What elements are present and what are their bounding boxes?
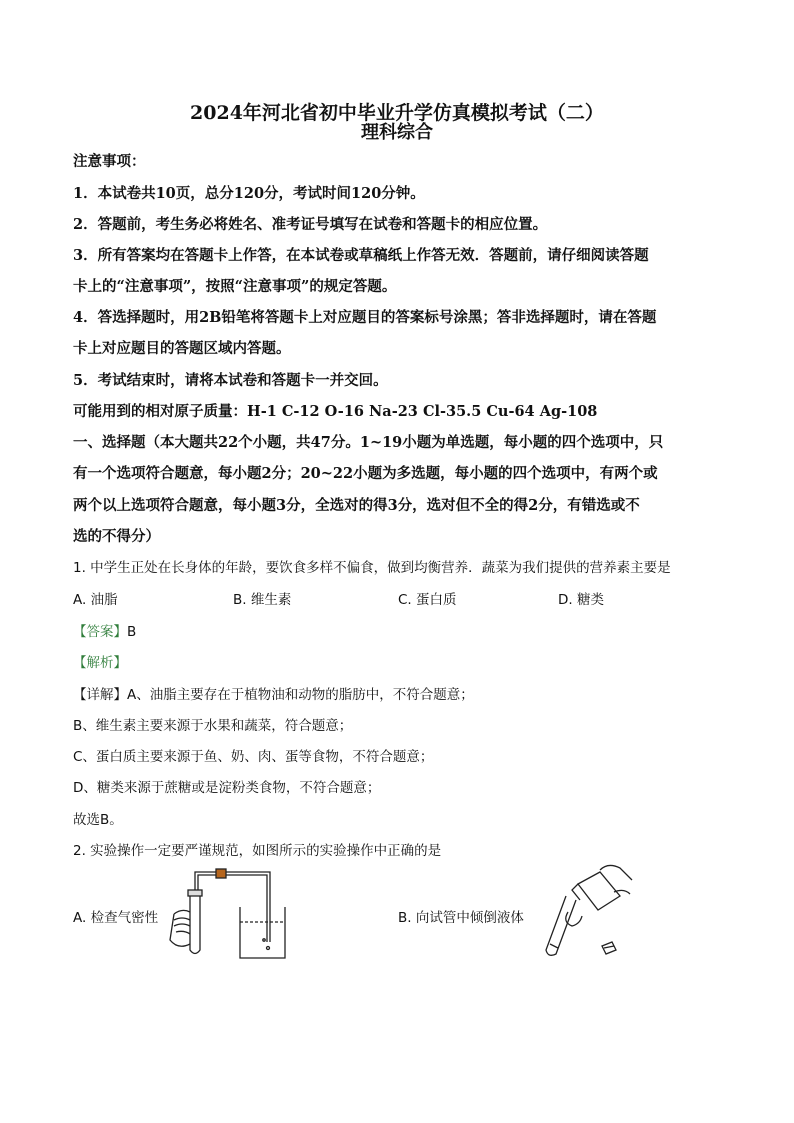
- detail-tag: 【详解】: [73, 687, 127, 703]
- notice-item: 4．答选择题时，用2B铅笔将答题卡上对应题目的答案标号涂黑；答非选择题时，请在答题: [73, 309, 657, 326]
- page-subtitle: 理科综合: [361, 122, 433, 143]
- question-2-stem: 2. 实验操作一定要严谨规范，如图所示的实验操作中正确的是: [73, 843, 442, 859]
- section-instructions: 选的不得分）: [73, 528, 160, 545]
- q1-answer: [73, 620, 136, 640]
- notice-item: 卡上对应题目的答题区域内答题。: [73, 340, 291, 357]
- detail-line: [73, 683, 474, 703]
- question-1-stem: 1. 中学生正处在长身体的年龄，要饮食多样不偏食，做到均衡营养．蔬菜为我们提供的营养素主要是: [73, 560, 671, 576]
- notice-heading: 注意事项：: [73, 153, 146, 170]
- detail-line: B、维生素主要来源于水果和蔬菜，符合题意；: [73, 718, 353, 734]
- q2-option-b: B. 向试管中倾倒液体: [398, 910, 524, 926]
- section-instructions: 一、选择题（本大题共22个小题，共47分。1~19小题为单选题，每小题的四个选项中，只: [73, 434, 664, 451]
- notice-item: 卡上的“注意事项”，按照“注意事项”的规定答题。: [73, 278, 397, 295]
- notice-item: 2．答题前，考生务必将姓名、准考证号填写在试卷和答题卡的相应位置。: [73, 216, 548, 233]
- pouring-liquid-figure: [528, 862, 638, 962]
- q1-option-d: D. 糖类: [558, 592, 604, 608]
- q1-option-a: A. 油脂: [73, 592, 118, 608]
- analysis-tag: 【解析】: [73, 655, 127, 671]
- answer-tag: 【答案】: [73, 624, 127, 640]
- q1-option-c: C. 蛋白质: [398, 592, 457, 608]
- atomic-masses: 可能用到的相对原子质量：H-1 C-12 O-16 Na-23 Cl-35.5 Cu-64 Ag-108: [73, 403, 598, 420]
- detail-line: D、糖类来源于蔗糖或是淀粉类食物，不符合题意；: [73, 780, 381, 796]
- page-title: 2024年河北省初中毕业升学仿真模拟考试（二）: [190, 102, 604, 124]
- detail-line: C、蛋白质主要来源于鱼、奶、肉、蛋等食物，不符合题意；: [73, 749, 434, 765]
- q2-option-a: A. 检查气密性: [73, 910, 159, 926]
- detail-text: A、油脂主要存在于植物油和动物的脂肪中，不符合题意；: [127, 687, 474, 703]
- section-instructions: 两个以上选项符合题意，每小题3分，全选对的得3分，选对但不全的得2分，有错选或不: [73, 497, 640, 514]
- section-instructions: 有一个选项符合题意，每小题2分；20~22小题为多选题，每小题的四个选项中，有两个或: [73, 465, 658, 482]
- answer-value: B: [127, 624, 137, 640]
- notice-item: 5．考试结束时，请将本试卷和答题卡一并交回。: [73, 372, 388, 389]
- airtightness-apparatus-figure: [160, 862, 290, 962]
- detail-line: 故选B。: [73, 812, 123, 828]
- notice-item: 1．本试卷共10页，总分120分，考试时间120分钟。: [73, 185, 425, 202]
- q1-option-b: B. 维生素: [233, 592, 292, 608]
- notice-item: 3．所有答案均在答题卡上作答，在本试卷或草稿纸上作答无效．答题前，请仔细阅读答题: [73, 247, 649, 264]
